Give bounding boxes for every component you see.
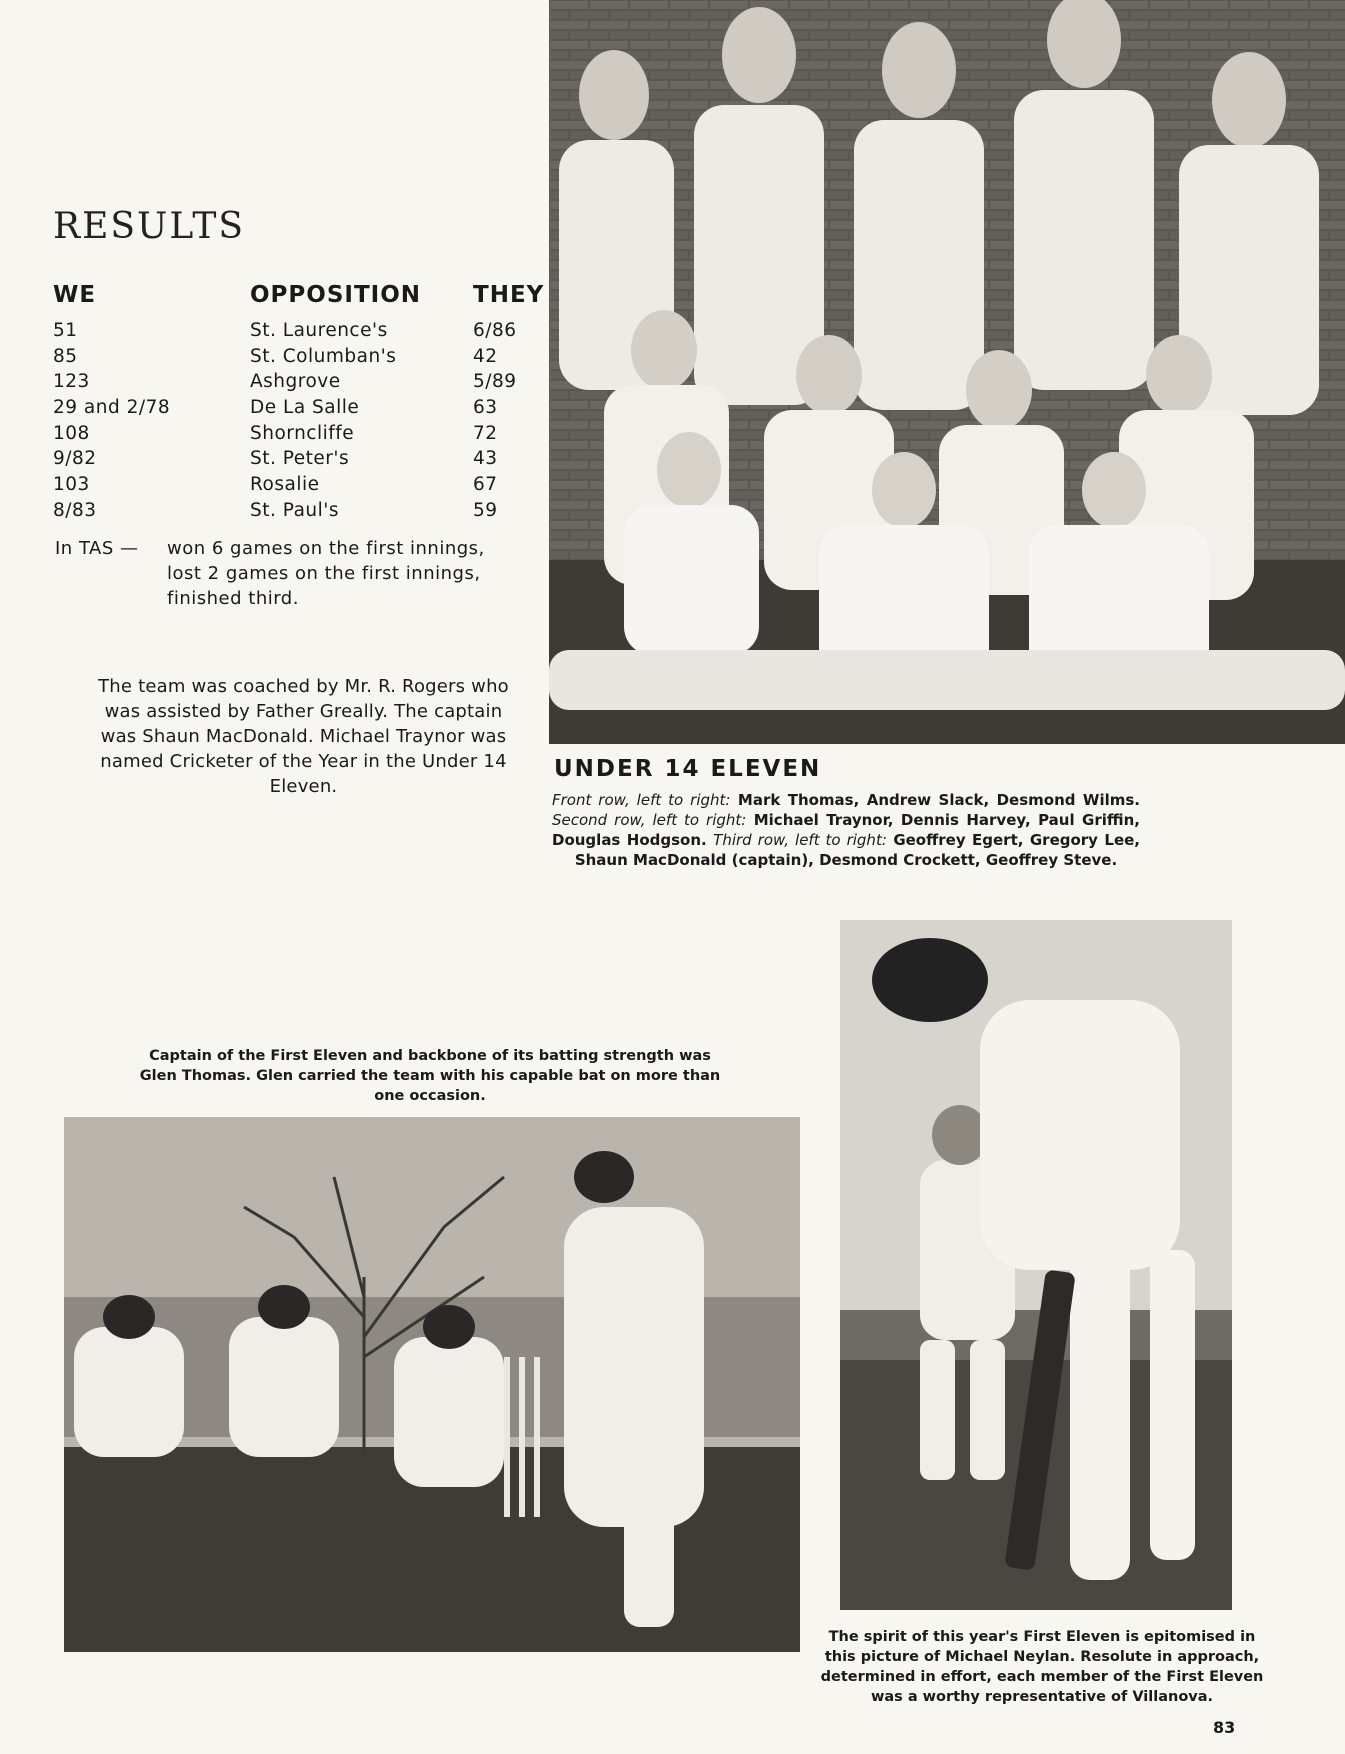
header-we: WE [53, 282, 97, 308]
results-table [53, 320, 553, 526]
spirit-caption: The spirit of this year's First Eleven is epitomised in this picture of Michael Neylan. Resolute in approach, determined in effort, each member of the First Eleven was a worthy representative of Villanova. [820, 1629, 1264, 1705]
coach-note: The team was coached by Mr. R. Rogers who was assisted by Father Greally. The captain was Shaun MacDonald. Michael Traynor was named Cricketer of the Year in the Under 14 Eleven. [98, 676, 509, 797]
caption-row-names: Mark Thomas, Andrew Slack, Desmond Wilms. [737, 791, 1140, 809]
opposition-name: Shorncliffe [250, 422, 355, 444]
opposition-name: De La Salle [250, 397, 360, 419]
caption-row-label: Front row, left to right: [552, 791, 731, 809]
neylan-photo [840, 920, 1232, 1610]
score-we: 85 [53, 345, 78, 367]
results-row [53, 474, 553, 500]
tas-summary [167, 536, 485, 611]
caption-row-label: Third row, left to right: [713, 831, 887, 849]
score-they: 43 [473, 448, 498, 470]
team-photo [549, 0, 1345, 744]
tas-label: In TAS — [55, 538, 139, 559]
opposition-name: St. Paul's [250, 499, 340, 521]
score-we: 51 [53, 320, 78, 341]
results-title: RESULTS [53, 206, 246, 247]
results-row [53, 423, 553, 449]
tas-line: finished third. [167, 588, 299, 609]
opposition-name: St. Laurence's [250, 320, 388, 341]
caption-row-label: Second row, left to right: [552, 811, 747, 829]
opposition-name: St. Peter's [250, 448, 350, 470]
score-they: 67 [473, 474, 498, 496]
caption-row-names: Geoffrey Egert, Gregory Lee, Shaun MacDonald (captain), Desmond Crockett, Geoffrey Steve. [574, 831, 1140, 869]
results-row [53, 371, 553, 397]
score-we: 103 [53, 474, 90, 496]
batting-photo [64, 1117, 800, 1652]
score-they: 5/89 [473, 371, 517, 393]
score-we: 29 and 2/78 [53, 397, 171, 419]
score-they: 59 [473, 499, 498, 521]
opposition-name: St. Columban's [250, 345, 397, 367]
score-they: 63 [473, 397, 498, 419]
under14-caption [552, 790, 1140, 870]
results-row [53, 397, 553, 423]
tas-line: lost 2 games on the first innings, [167, 563, 481, 584]
results-row [53, 500, 553, 526]
score-we: 8/83 [53, 499, 97, 521]
header-opposition: OPPOSITION [250, 282, 421, 308]
score-they: 42 [473, 345, 498, 367]
score-we: 108 [53, 422, 90, 444]
glen-caption: Captain of the First Eleven and backbone of its batting strength was Glen Thomas. Glen carried the team with his capable bat on more than one occasion. [139, 1048, 721, 1104]
under14-title: UNDER 14 ELEVEN [554, 756, 822, 782]
opposition-name: Ashgrove [250, 371, 341, 393]
score-we: 9/82 [53, 448, 97, 470]
caption-row-names: Michael Traynor, Dennis Harvey, Paul Griffin, Douglas Hodgson. [552, 811, 1140, 849]
score-we: 123 [53, 371, 90, 393]
score-they: 6/86 [473, 320, 517, 341]
score-they: 72 [473, 422, 498, 444]
results-row [53, 346, 553, 372]
opposition-name: Rosalie [250, 474, 320, 496]
header-they: THEY [473, 282, 545, 308]
tas-line: won 6 games on the first innings, [167, 538, 485, 559]
results-row [53, 448, 553, 474]
results-row [53, 320, 553, 346]
page-number: 83 [1213, 1718, 1236, 1737]
